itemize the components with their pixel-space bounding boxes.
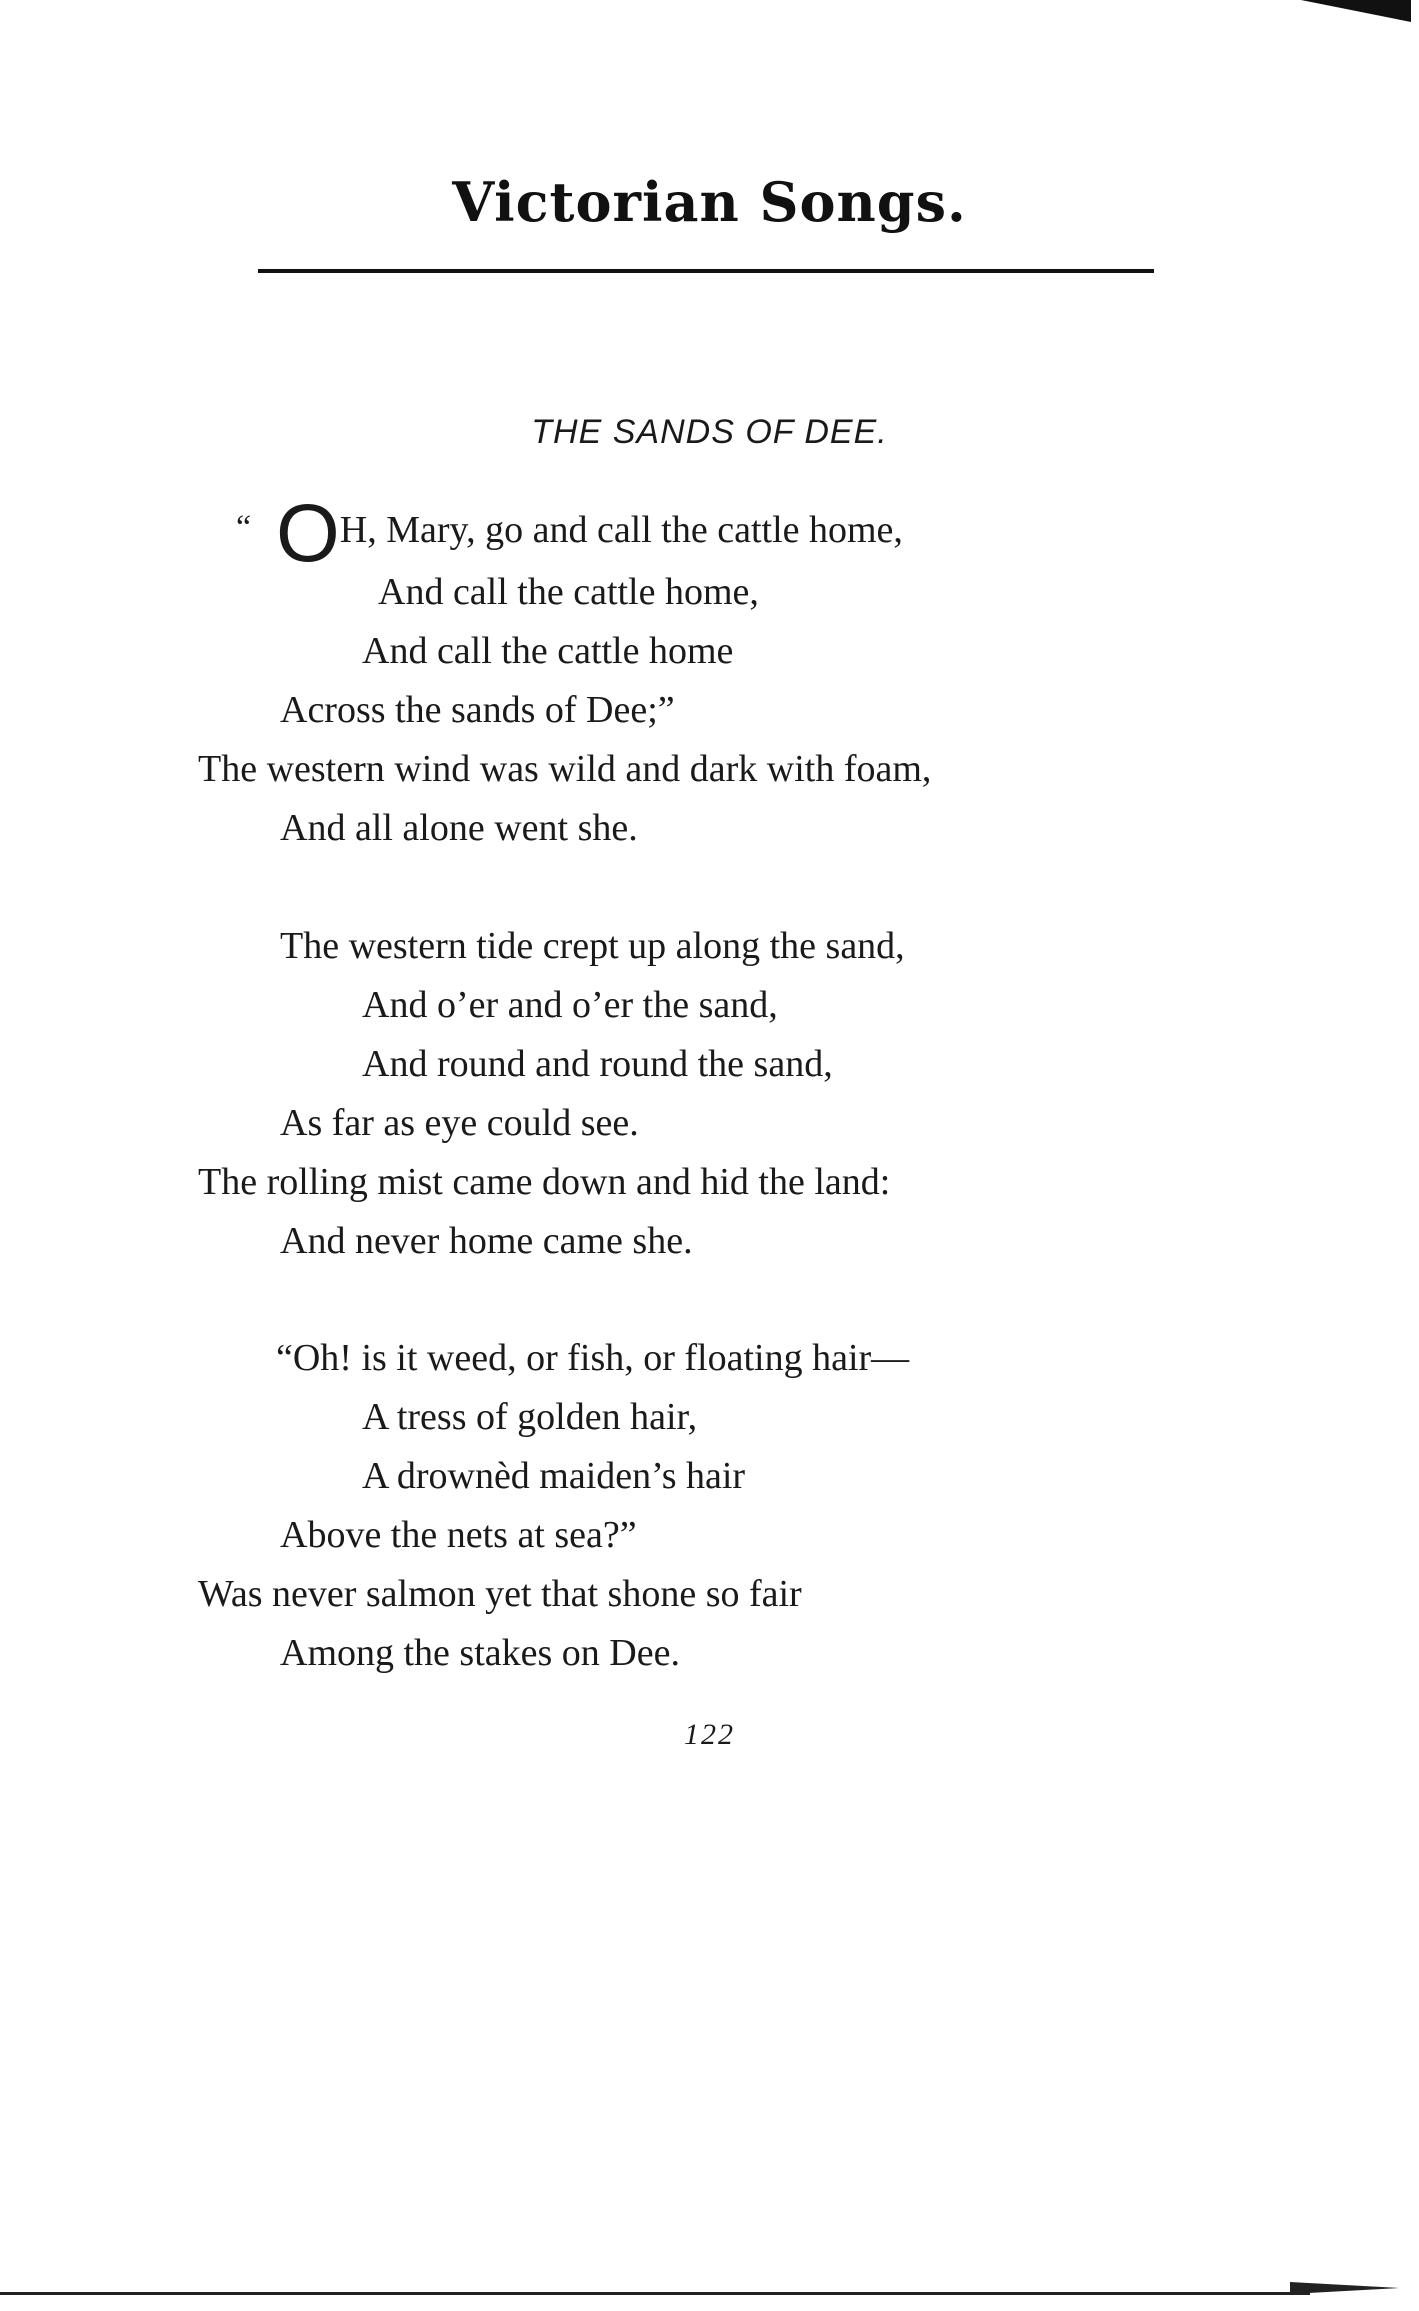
poem-line: Was never salmon yet that shone so fair — [198, 1573, 802, 1615]
bottom-rule — [0, 2292, 1310, 2295]
poem-line: And call the cattle home, — [378, 571, 759, 613]
poem-line: And o’er and o’er the sand, — [362, 984, 778, 1026]
poem-line: And all alone went she. — [280, 807, 638, 849]
drop-cap: O — [276, 488, 340, 579]
poem-line: The western tide crept up along the sand, — [280, 925, 905, 967]
poem-line: “Oh! is it weed, or fish, or floating hair— — [276, 1337, 910, 1379]
opening-quote: “ — [236, 509, 252, 546]
stanza-1-line-1 — [236, 488, 903, 579]
running-header-title: Victorian Songs. — [452, 170, 967, 234]
poem-line: A drownèd maiden’s hair — [362, 1455, 746, 1497]
poem-line: The western wind was wild and dark with foam, — [198, 748, 932, 790]
bottom-flourish-ornament — [1290, 2282, 1400, 2294]
poem-line: A tress of golden hair, — [362, 1396, 698, 1438]
poem-line: Above the nets at sea?” — [280, 1514, 637, 1556]
poem-line: The rolling mist came down and hid the land: — [198, 1161, 891, 1203]
poem-line: Among the stakes on Dee. — [280, 1632, 680, 1674]
poem-line: Across the sands of Dee;” — [280, 689, 675, 731]
poem-title: THE SANDS OF DEE. — [531, 413, 888, 451]
poem-line: And round and round the sand, — [362, 1043, 833, 1085]
corner-mark-ornament — [1301, 0, 1411, 22]
poem-line: And call the cattle home — [362, 630, 734, 672]
poem-line: And never home came she. — [280, 1220, 693, 1262]
page-number: 122 — [684, 1718, 735, 1751]
header-rule — [258, 269, 1154, 273]
poem-line: As far as eye could see. — [280, 1102, 639, 1144]
poem-line: H, Mary, go and call the cattle home, — [339, 509, 903, 551]
